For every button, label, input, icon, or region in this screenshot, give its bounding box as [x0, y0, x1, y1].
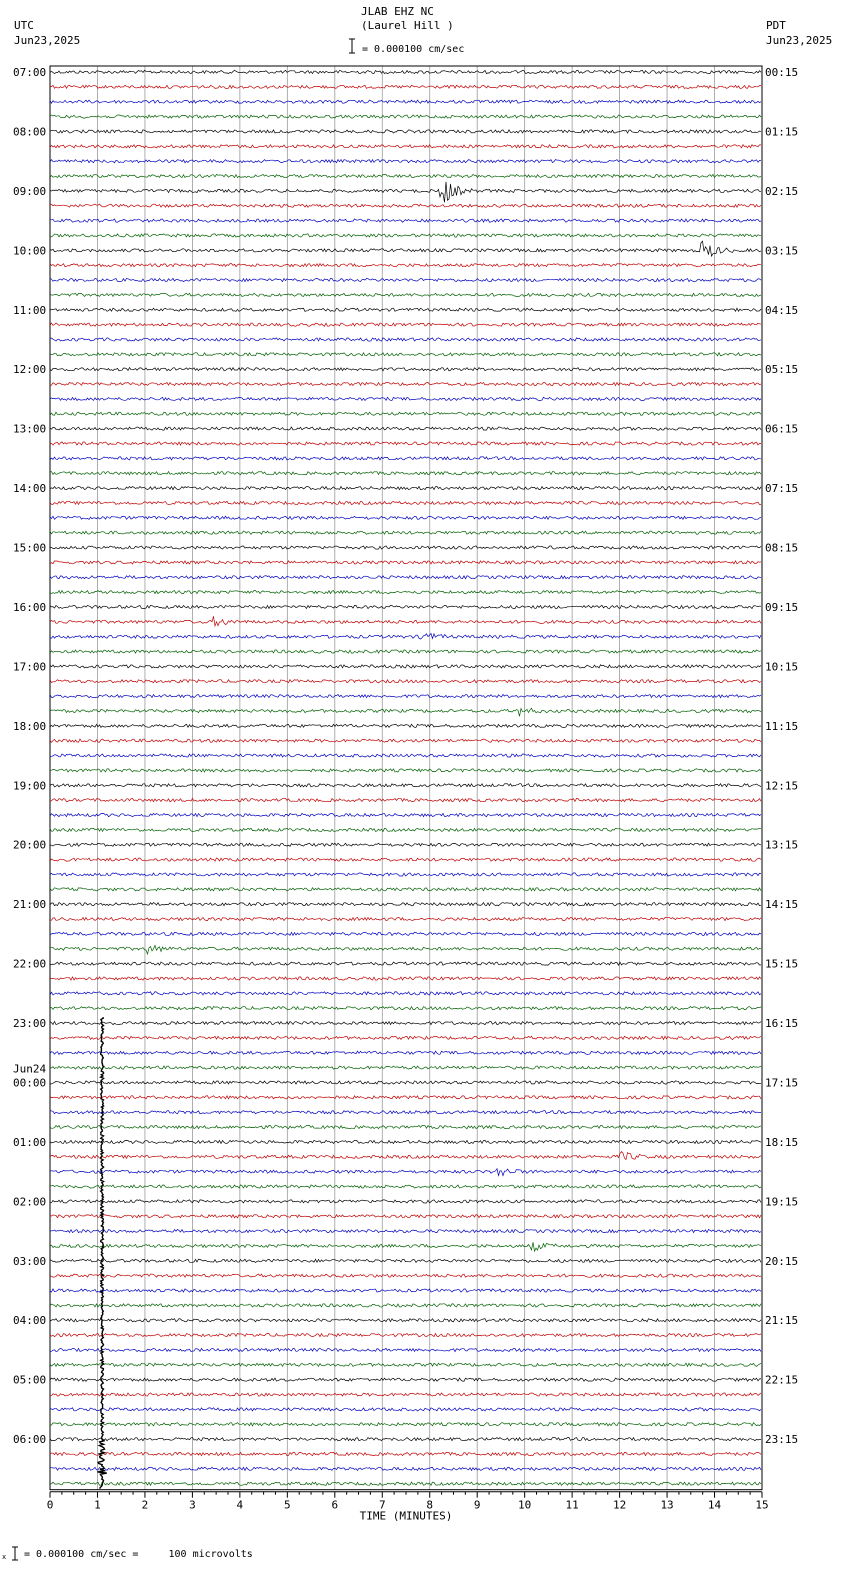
utc-hour-label: 22:00	[13, 957, 47, 971]
trace-line	[50, 616, 761, 626]
svg-text:x: x	[2, 1553, 7, 1561]
trace-line	[50, 1140, 761, 1143]
trace-line	[50, 1348, 761, 1351]
trace-line	[50, 1452, 761, 1455]
x-axis-title: TIME (MINUTES)	[359, 1509, 453, 1523]
trace-line	[50, 1051, 761, 1054]
pdt-hour-label: 02:15	[765, 184, 799, 198]
trace-line	[50, 1482, 761, 1485]
trace-line	[50, 145, 761, 148]
trace-line	[50, 174, 761, 177]
trace-line	[50, 278, 761, 281]
utc-hour-label: 04:00	[13, 1314, 47, 1328]
trace-line	[50, 1215, 761, 1218]
trace-line	[50, 1319, 761, 1322]
trace-line	[50, 234, 761, 237]
utc-hour-label: 19:00	[13, 779, 47, 793]
trace-line	[50, 457, 761, 460]
trace-line	[50, 1152, 761, 1160]
trace-line	[50, 799, 761, 802]
pdt-hour-label: 21:15	[765, 1314, 799, 1328]
x-tick-label: 0	[46, 1498, 54, 1512]
trace-line	[50, 472, 761, 475]
trace-line	[50, 1096, 761, 1099]
trace-line	[50, 546, 761, 549]
trace-line	[50, 323, 761, 326]
pdt-hour-label: 23:15	[765, 1433, 799, 1447]
trace-line	[50, 843, 761, 846]
trace-line	[50, 813, 761, 816]
trace-line	[50, 487, 761, 490]
trace-line	[50, 293, 761, 296]
trace-line	[50, 1408, 761, 1411]
trace-line	[50, 397, 761, 400]
pdt-hour-label: 15:15	[765, 957, 799, 971]
trace-line	[50, 1169, 761, 1176]
trace-line	[50, 100, 761, 103]
utc-hour-label: 21:00	[13, 898, 47, 912]
trace-line	[50, 903, 761, 906]
utc-hour-label: 00:00	[13, 1076, 47, 1090]
trace-line	[50, 858, 761, 861]
utc-hour-label: 02:00	[13, 1195, 47, 1209]
trace-line	[50, 708, 761, 716]
footer-scale-text: = 0.000100 cm/sec = 100 microvolts	[24, 1549, 253, 1560]
trace-line	[50, 634, 761, 640]
trace-line	[50, 665, 761, 668]
trace-line	[50, 1081, 761, 1084]
pdt-hour-label: 04:15	[765, 303, 799, 317]
trace-line	[50, 1467, 761, 1470]
trace-line	[50, 338, 761, 341]
trace-line	[50, 932, 761, 935]
x-tick-label: 15	[755, 1498, 769, 1512]
trace-line	[50, 1007, 761, 1010]
pdt-hour-label: 13:15	[765, 838, 799, 852]
trace-line	[50, 873, 761, 876]
trace-line	[50, 1200, 761, 1203]
trace-line	[50, 70, 761, 73]
pdt-hour-label: 05:15	[765, 363, 799, 377]
footer-scale-bar-icon	[2, 1547, 18, 1561]
x-tick-label: 4	[236, 1498, 244, 1512]
teleseism-waveform	[97, 1017, 106, 1489]
trace-line	[50, 308, 761, 311]
left-timezone: UTC	[14, 19, 34, 32]
trace-line	[50, 368, 761, 371]
trace-line	[50, 1242, 761, 1251]
utc-hour-label: 06:00	[13, 1433, 47, 1447]
utc-hour-label: 11:00	[13, 303, 47, 317]
utc-hour-label: 16:00	[13, 600, 47, 614]
x-tick-label: 14	[707, 1498, 722, 1512]
trace-line	[50, 115, 761, 118]
scale-text: = 0.000100 cm/sec	[362, 44, 465, 55]
utc-hour-label: 03:00	[13, 1254, 47, 1268]
trace-line	[50, 1378, 761, 1381]
trace-line	[50, 1185, 761, 1188]
x-tick-label: 9	[473, 1498, 481, 1512]
trace-line	[50, 576, 761, 579]
trace-line	[50, 219, 761, 222]
trace-line	[50, 992, 761, 995]
trace-line	[50, 945, 761, 954]
trace-line	[50, 561, 761, 564]
utc-hour-label: 15:00	[13, 541, 47, 555]
trace-line	[50, 516, 761, 519]
utc-hour-label: 07:00	[13, 66, 47, 79]
trace-line	[50, 962, 761, 965]
trace-line	[50, 383, 761, 386]
trace-line	[50, 650, 761, 653]
pdt-hour-label: 20:15	[765, 1254, 799, 1268]
scale-bar-icon	[349, 39, 355, 53]
trace-line	[50, 695, 761, 698]
pdt-hour-label: 01:15	[765, 125, 799, 139]
pdt-hour-label: 00:15	[765, 66, 799, 79]
trace-line	[50, 1334, 761, 1337]
right-timezone: PDT	[766, 19, 786, 32]
trace-line	[50, 784, 761, 787]
x-tick-label: 6	[331, 1498, 339, 1512]
trace-line	[50, 1423, 761, 1426]
utc-hour-label: 05:00	[13, 1373, 47, 1387]
pdt-hour-label: 09:15	[765, 600, 799, 614]
trace-line	[50, 769, 761, 772]
x-tick-label: 1	[94, 1498, 101, 1512]
pdt-hour-label: 07:15	[765, 482, 799, 496]
trace-line	[50, 739, 761, 742]
trace-line	[50, 917, 761, 920]
x-tick-label: 2	[141, 1498, 149, 1512]
pdt-hour-label: 10:15	[765, 660, 799, 674]
pdt-hour-label: 06:15	[765, 422, 799, 436]
x-tick-label: 12	[612, 1498, 627, 1512]
trace-line	[50, 1230, 761, 1233]
trace-line	[50, 1438, 761, 1441]
trace-line	[50, 1111, 761, 1114]
trace-line	[50, 264, 761, 267]
station-location: (Laurel Hill )	[361, 19, 454, 32]
pdt-hour-label: 18:15	[765, 1135, 799, 1149]
utc-hour-label: 14:00	[13, 482, 47, 496]
trace-line	[50, 977, 761, 980]
pdt-hour-label: 17:15	[765, 1076, 799, 1090]
pdt-hour-label: 08:15	[765, 541, 799, 555]
utc-hour-label: 08:00	[13, 125, 47, 139]
x-tick-label: 3	[189, 1498, 196, 1512]
trace-line	[50, 204, 761, 207]
utc-hour-label: 18:00	[13, 719, 47, 733]
trace-line	[50, 754, 761, 757]
trace-line	[50, 501, 761, 504]
utc-hour-label: 09:00	[13, 184, 47, 198]
left-date: Jun23,2025	[14, 34, 81, 47]
trace-line	[50, 130, 761, 133]
trace-line	[50, 680, 761, 683]
trace-line	[50, 1036, 761, 1039]
trace-line	[50, 412, 761, 415]
utc-hour-label: 23:00	[13, 1017, 47, 1031]
day-change-label: Jun24	[13, 1062, 47, 1076]
trace-line	[50, 605, 761, 608]
pdt-hour-label: 16:15	[765, 1017, 799, 1031]
station-title: JLAB EHZ NC	[361, 5, 434, 18]
utc-hour-label: 01:00	[13, 1135, 47, 1149]
utc-hour-label: 13:00	[13, 422, 47, 436]
x-tick-label: 10	[518, 1498, 532, 1512]
trace-line	[50, 1126, 761, 1129]
x-tick-label: 7	[378, 1498, 386, 1512]
trace-line	[50, 241, 761, 256]
trace-line	[50, 591, 761, 594]
pdt-hour-label: 19:15	[765, 1195, 799, 1209]
utc-hour-label: 10:00	[13, 244, 47, 258]
right-date: Jun23,2025	[766, 34, 833, 47]
trace-line	[50, 442, 761, 445]
x-tick-label: 8	[426, 1498, 434, 1512]
pdt-hour-label: 03:15	[765, 244, 799, 258]
trace-line	[50, 1259, 761, 1262]
trace-line	[50, 85, 761, 88]
pdt-hour-label: 22:15	[765, 1373, 799, 1387]
trace-line	[50, 182, 761, 203]
pdt-hour-label: 12:15	[765, 779, 799, 793]
pdt-hour-label: 14:15	[765, 898, 799, 912]
trace-line	[50, 724, 761, 727]
x-tick-label: 5	[284, 1498, 291, 1512]
trace-line	[50, 353, 761, 356]
trace-line	[50, 888, 761, 891]
trace-line	[50, 1363, 761, 1366]
trace-line	[50, 1289, 761, 1292]
trace-line	[50, 427, 761, 430]
utc-hour-label: 12:00	[13, 363, 47, 377]
x-tick-label: 13	[660, 1498, 674, 1512]
trace-line	[50, 1393, 761, 1396]
trace-line	[50, 828, 761, 831]
pdt-hour-label: 11:15	[765, 719, 799, 733]
trace-line	[50, 1066, 761, 1069]
trace-line	[50, 160, 761, 163]
trace-line	[50, 1304, 761, 1307]
utc-hour-label: 17:00	[13, 660, 47, 674]
x-tick-label: 11	[565, 1498, 579, 1512]
utc-hour-label: 20:00	[13, 838, 47, 852]
trace-line	[50, 1021, 761, 1024]
trace-line	[50, 1274, 761, 1277]
trace-line	[50, 531, 761, 534]
